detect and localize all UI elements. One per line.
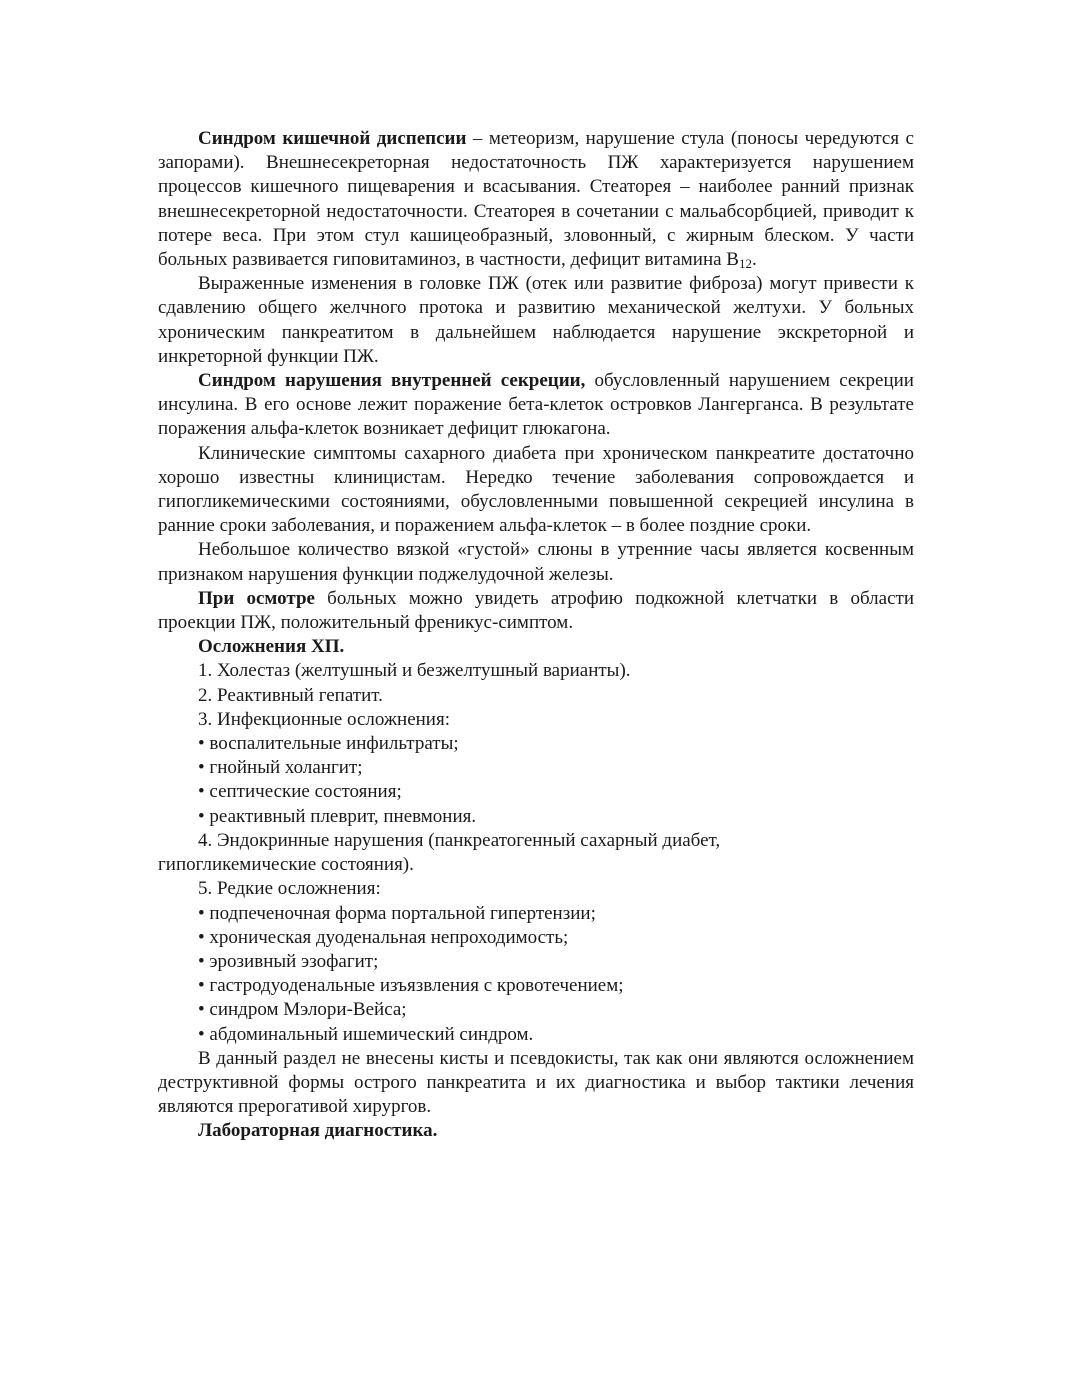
paragraph-internal-secretion-text: обусловленный нарушением секреции инсулина. В его основе лежит поражение бета-клеток островков Лангерганса. В результате поражения альфа-клеток возникает дефицит глюкагона. [158,370,914,440]
complications-heading-text: Осложнения ХП. [198,636,345,658]
paragraph-dyspepsia-end: . [751,249,757,271]
bullet-item: • реактивный плеврит, пневмония. [198,805,477,827]
paragraph-dyspepsia-text: – метеоризм, нарушение стула (поносы чередуются с запорами). Внешнесекреторная недостаточность ПЖ характеризуется нарушением процессов кишечного пищеварения и всасывания. Стеаторея – наиболее ранний признак внешнесекреторной недостаточности. Стеаторея в сочетании с мальабсорбцией, приводит к потере веса. При этом стул кашицеобразный, зловонный, с жирным блеском. У части больных развивается гиповитаминоз, в частности, дефицит витамина B [158,128,914,271]
bullet-item: • хроническая дуоденальная непроходимость; [198,926,569,948]
heading-examination: При осмотре [198,587,315,609]
heading-dyspepsia-syndrome: Синдром кишечной диспепсии [198,128,467,149]
paragraph-examination-text: больных можно увидеть атрофию подкожной клетчатки в области проекции ПЖ, положительный френикус-симптом. [158,587,914,634]
paragraph-cysts: В данный раздел не внесены кисты и псевдокисты, так как они являются осложнением деструктивной формы острого панкреатита и их диагностика и выбор тактики лечения являются прерогативой хирургов. [158,1047,914,1118]
paragraph-internal-secretion [158,369,914,442]
bullet-item: • гнойный холангит; [198,757,363,779]
lab-diagnostics-heading-text: Лабораторная диагностика. [198,1120,438,1142]
paragraph-diabetes-symptoms: Клинические симптомы сахарного диабета при хроническом панкреатите достаточно хорошо известны клиницистам. Нередко течение заболевания сопровождается и гипогликемическими состояниями, обусловленными повышенной секрецией инсулина в ранние сроки заболевания, и поражением альфа-клеток – в более поздние сроки. [158,442,914,537]
paragraph-dyspepsia [158,127,914,272]
complications-heading [158,635,914,659]
heading-internal-secretion-syndrome: Синдром нарушения внутренней секреции, [198,370,586,392]
complication-item-1: 1. Холестаз (желтушный и безжелтушный варианты). [198,660,631,682]
paragraph-saliva: Небольшое количество вязкой «густой» слюны в утренние часы является косвенным признаком нарушения функции поджелудочной железы. [158,539,914,585]
document-page [158,127,914,1144]
lab-diagnostics-heading [158,1119,914,1143]
complication-item-3: 3. Инфекционные осложнения: [198,708,450,730]
bullet-item: • абдоминальный ишемический синдром. [198,1023,534,1045]
bullet-item: • септические состояния; [198,781,402,803]
bullet-item: • воспалительные инфильтраты; [198,733,459,755]
bullet-item: • эрозивный эзофагит; [198,950,379,972]
complication-item-4-continuation: гипогликемические состояния). [158,854,414,876]
vitamin-subscript: 12 [738,256,752,272]
bullet-item: • гастродуоденальные изъязвления с кровотечением; [198,975,624,997]
complication-item-4: 4. Эндокринные нарушения (панкреатогенный сахарный диабет, [198,829,721,851]
complication-item-5: 5. Редкие осложнения: [198,878,381,900]
bullet-item: • синдром Мэлори-Вейса; [198,999,407,1021]
paragraph-pancreas-head: Выраженные изменения в головке ПЖ (отек или развитие фиброза) могут привести к сдавлению общего желчного протока и развитию механической желтухи. У больных хроническим панкреатитом в дальнейшем наблюдается нарушение экскреторной и инкреторной функции ПЖ. [158,273,914,367]
bullet-item: • подпеченочная форма портальной гипертензии; [198,902,596,924]
paragraph-examination [158,587,914,635]
complication-item-2: 2. Реактивный гепатит. [198,684,383,706]
